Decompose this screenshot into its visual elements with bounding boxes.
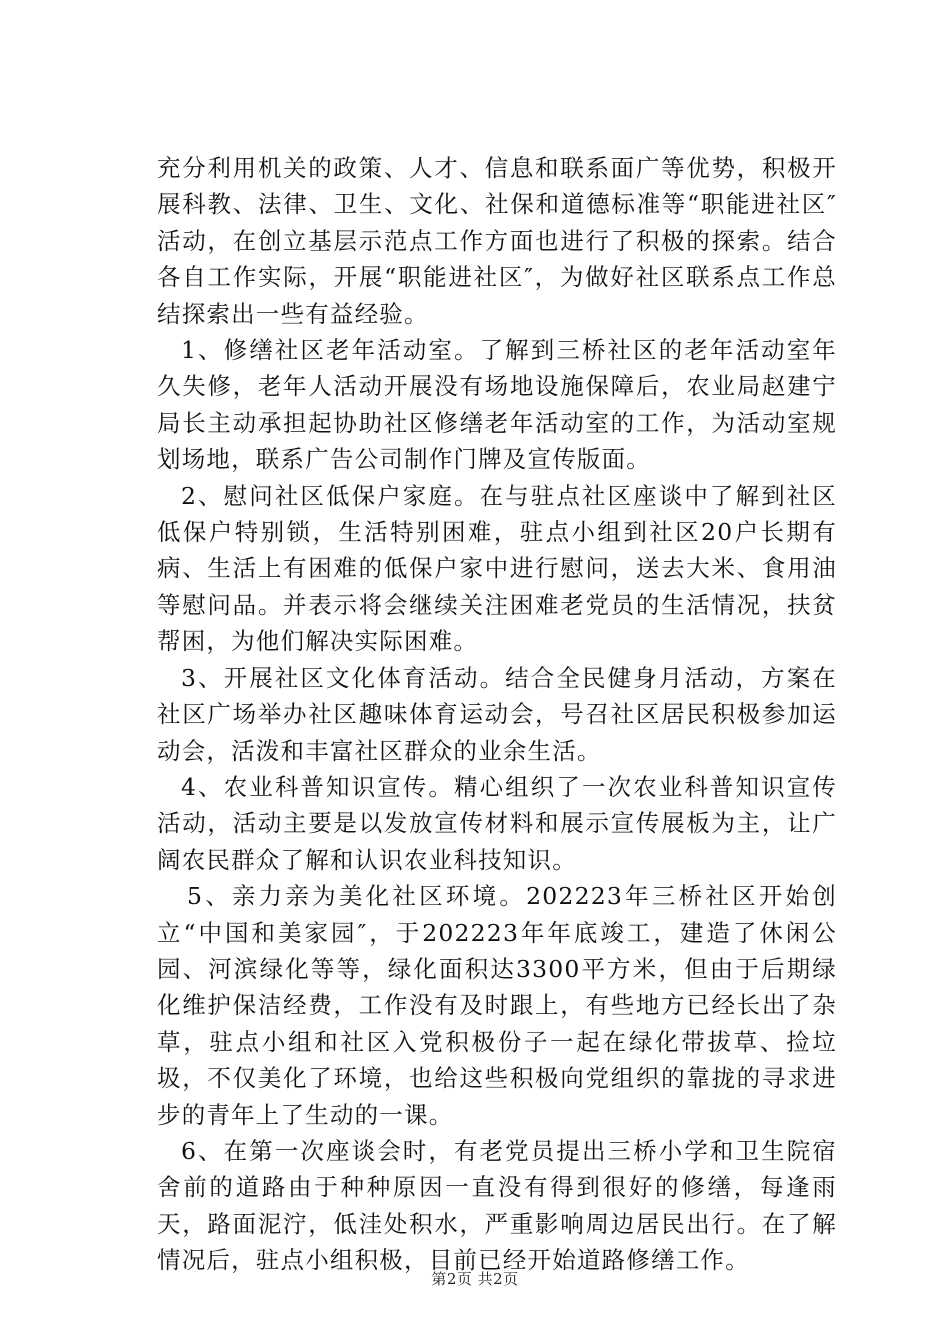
- document-body: [157, 150, 837, 1279]
- paragraph-item-6: 6、在第一次座谈会时，有老党员提出三桥小学和卫生院宿舍前的道路由于种种原因一直没有得到很好的修缮，每逢雨天，路面泥泞，低洼处积水，严重影响周边居民出行。在了解情况后，驻点小组积极，目前已经开始道路修缮工作。: [157, 1136, 837, 1275]
- paragraph-item-2: 2、慰问社区低保户家庭。在与驻点社区座谈中了解到社区低保户特别锁，生活特别困难，驻点小组到社区20户长期有病、生活上有困难的低保户家中进行慰问，送去大米、食用油等慰问品。并表示将会继续关注困难老党员的生活情况，扶贫帮困，为他们解决实际困难。: [157, 481, 837, 656]
- paragraph-item-1: 1、修缮社区老年活动室。了解到三桥社区的老年活动室年久失修，老年人活动开展没有场地设施保障后，农业局赵建宁局长主动承担起协助社区修缮老年活动室的工作，为活动室规划场地，联系广告公司制作门牌及宣传版面。: [157, 336, 837, 474]
- page-footer: 第2页 共2页: [431, 1270, 519, 1288]
- paragraph-item-4: 4、农业科普知识宣传。精心组织了一次农业科普知识宣传活动，活动主要是以发放宣传材料和展示宣传展板为主，让广阔农民群众了解和认识农业科技知识。: [157, 772, 837, 874]
- paragraph-item-3: 3、开展社区文化体育活动。结合全民健身月活动，方案在社区广场举办社区趣味体育运动会，号召社区居民积极参加运动会，活泼和丰富社区群众的业余生活。: [157, 663, 837, 765]
- paragraph-intro: 充分利用机关的政策、人才、信息和联系面广等优势，积极开展科教、法律、卫生、文化、社保和道德标准等“职能进社区″活动，在创立基层示范点工作方面也进行了积极的探索。结合各自工作实际，开展“职能进社区″，为做好社区联系点工作总结探索出一些有益经验。: [157, 154, 837, 328]
- paragraph-item-5: 5、亲力亲为美化社区环境。202223年三桥社区开始创立“中国和美家园″，于202223年年底竣工，建造了休闲公园、河滨绿化等等，绿化面积达3300平方米，但由于后期绿化维护保洁经费，工作没有及时跟上，有些地方已经长出了杂草，驻点小组和社区入党积极份子一起在绿化带拔草、捡垃圾，不仅美化了环境，也给这些积极向党组织的靠拢的寻求进步的青年上了生动的一课。: [157, 882, 837, 1129]
